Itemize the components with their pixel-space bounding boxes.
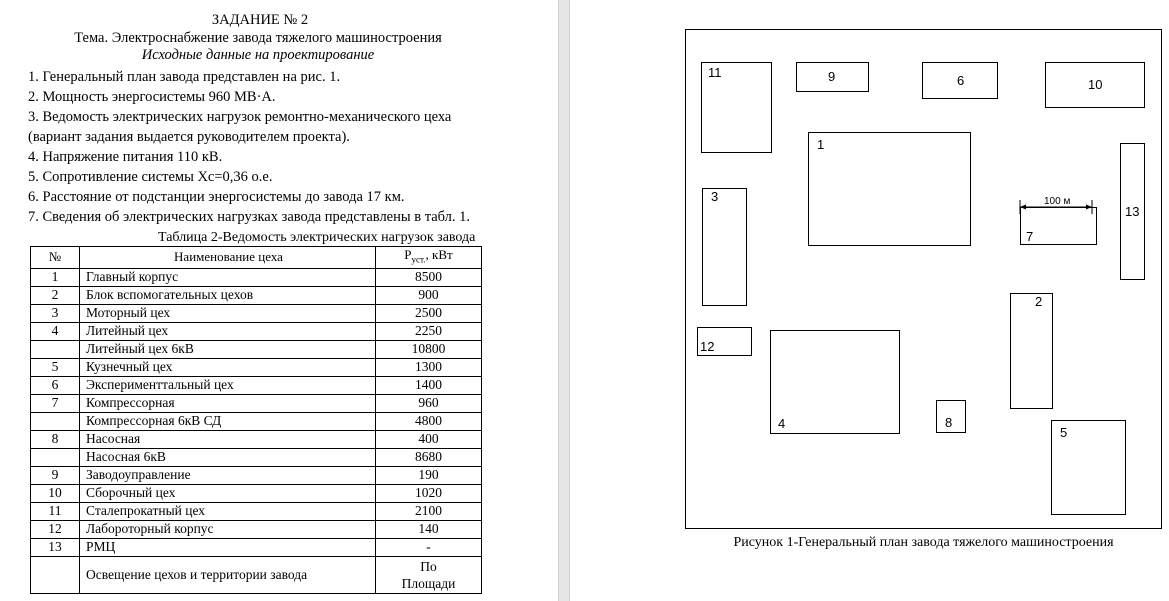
building-11: [701, 62, 772, 153]
header-power: [376, 247, 482, 269]
site-plan-frame: [685, 29, 1162, 529]
header-name: Наименование цеха: [80, 247, 376, 269]
header-power-unit: , кВт: [425, 247, 453, 262]
cell-power: 1020: [376, 484, 482, 502]
building-12: [697, 327, 752, 356]
list-item: 4. Напряжение питания 110 кВ.: [28, 149, 223, 165]
table-row: [31, 484, 482, 502]
cell-no: 5: [31, 358, 80, 376]
cell-name: Моторный цех: [80, 304, 376, 322]
building-5: [1051, 420, 1126, 515]
cell-name: Сталепрокатный цех: [80, 502, 376, 520]
cell-power: 2500: [376, 304, 482, 322]
cell-name: Заводоуправление: [80, 466, 376, 484]
cell-power-line: Площади: [401, 575, 456, 591]
cell-power: 2250: [376, 322, 482, 340]
building-label: 11: [708, 65, 722, 80]
table-row: [31, 304, 482, 322]
building-8: [936, 400, 966, 433]
building-label: 10: [1088, 77, 1103, 92]
list-item: 7. Сведения об электрических нагрузках завода представлены в табл. 1.: [28, 209, 471, 225]
table-row: [31, 358, 482, 376]
cell-power: 8500: [376, 268, 482, 286]
cell-name: Эксперименттальный цех: [80, 376, 376, 394]
figure-caption: Рисунок 1-Генеральный план завода тяжелого машиностроения: [733, 535, 1114, 550]
cell-name: Сборочный цех: [80, 484, 376, 502]
building-label: 2: [1035, 294, 1043, 309]
cell-power: 8680: [376, 448, 482, 466]
cell-no: 1: [31, 268, 80, 286]
building-10: [1045, 62, 1145, 108]
building-label: 9: [828, 69, 836, 84]
cell-no: 4: [31, 322, 80, 340]
table-body: [31, 268, 482, 593]
table-row: [31, 520, 482, 538]
cell-power: 2100: [376, 502, 482, 520]
cell-no: [31, 412, 80, 430]
table-row: [31, 430, 482, 448]
cell-power: 10800: [376, 340, 482, 358]
building-label: 12: [700, 339, 715, 354]
building-label: 4: [778, 416, 786, 431]
header-power-symbol: P: [404, 247, 412, 262]
list-item: 1. Генеральный план завода представлен на рис. 1.: [28, 69, 341, 85]
table-row: [31, 286, 482, 304]
list-item: 2. Мощность энергосистемы 960 МВ·А.: [28, 89, 276, 105]
building-4: [770, 330, 900, 434]
cell-no: 12: [31, 520, 80, 538]
table-row: [31, 556, 482, 593]
table-row: [31, 376, 482, 394]
table-row: [31, 466, 482, 484]
cell-power: [376, 556, 482, 593]
topic-line: Тема. Электроснабжение завода тяжелого машиностроения: [74, 30, 442, 46]
table-row: [31, 322, 482, 340]
cell-no: [31, 448, 80, 466]
cell-name: Кузнечный цех: [80, 358, 376, 376]
table-row: [31, 538, 482, 556]
scale-label: 100 м: [1044, 196, 1071, 207]
building-2: [1010, 293, 1053, 409]
cell-no: [31, 556, 80, 593]
cell-name: Блок вспомогательных цехов: [80, 286, 376, 304]
cell-power: 190: [376, 466, 482, 484]
cell-name: Литейный цех 6кВ: [80, 340, 376, 358]
cell-no: 11: [31, 502, 80, 520]
list-item: (вариант задания выдается руководителем проекта).: [28, 129, 350, 145]
cell-power: 400: [376, 430, 482, 448]
cell-power: 140: [376, 520, 482, 538]
building-label: 3: [711, 189, 719, 204]
cell-no: 9: [31, 466, 80, 484]
cell-power: 1300: [376, 358, 482, 376]
cell-name: Литейный цех: [80, 322, 376, 340]
table-header-row: [31, 247, 482, 269]
building-6: [922, 62, 998, 99]
building-label: 5: [1060, 425, 1068, 440]
cell-name: РМЦ: [80, 538, 376, 556]
header-no: №: [31, 247, 80, 269]
cell-power: 1400: [376, 376, 482, 394]
building-1: [808, 132, 971, 246]
table-row: [31, 394, 482, 412]
table-caption: Таблица 2-Ведомость электрических нагрузок завода: [158, 230, 476, 245]
cell-no: 2: [31, 286, 80, 304]
task-title: ЗАДАНИЕ № 2: [211, 12, 309, 28]
cell-power-line: По: [420, 558, 437, 574]
cell-name: Насосная 6кВ: [80, 448, 376, 466]
cell-power: 900: [376, 286, 482, 304]
cell-no: 8: [31, 430, 80, 448]
cell-no: 3: [31, 304, 80, 322]
cell-name: Лабороторный корпус: [80, 520, 376, 538]
list-item: 5. Сопротивление системы Хс=0,36 о.е.: [28, 169, 273, 185]
left-document-page: [0, 0, 558, 601]
cell-no: 7: [31, 394, 80, 412]
subtitle: Исходные данные на проектирование: [141, 47, 375, 63]
table-row: [31, 448, 482, 466]
cell-no: 6: [31, 376, 80, 394]
building-9: [796, 62, 869, 92]
building-3: [702, 188, 747, 306]
cell-name: Освещение цехов и территории завода: [80, 556, 376, 593]
table-row: [31, 340, 482, 358]
cell-no: 10: [31, 484, 80, 502]
cell-no: [31, 340, 80, 358]
building-label: 6: [957, 73, 965, 88]
cell-name: Главный корпус: [80, 268, 376, 286]
list-item: 6. Расстояние от подстанции энергосистемы до завода 17 км.: [28, 189, 405, 205]
cell-power: 4800: [376, 412, 482, 430]
building-label: 8: [945, 415, 953, 430]
table-row: [31, 502, 482, 520]
cell-name: Насосная: [80, 430, 376, 448]
cell-power: 960: [376, 394, 482, 412]
cell-name: Компрессорная: [80, 394, 376, 412]
building-label: 7: [1026, 229, 1034, 244]
loads-table: [30, 246, 482, 594]
header-power-subscript: уст.: [411, 254, 426, 265]
building-label: 13: [1125, 204, 1140, 219]
cell-power: -: [376, 538, 482, 556]
building-label: 1: [817, 137, 825, 152]
cell-no: 13: [31, 538, 80, 556]
cell-name: Компрессорная 6кВ СД: [80, 412, 376, 430]
list-item: 3. Ведомость электрических нагрузок ремонтно-механического цеха: [28, 109, 452, 125]
table-row: [31, 268, 482, 286]
table-row: [31, 412, 482, 430]
page-gutter: [558, 0, 570, 601]
